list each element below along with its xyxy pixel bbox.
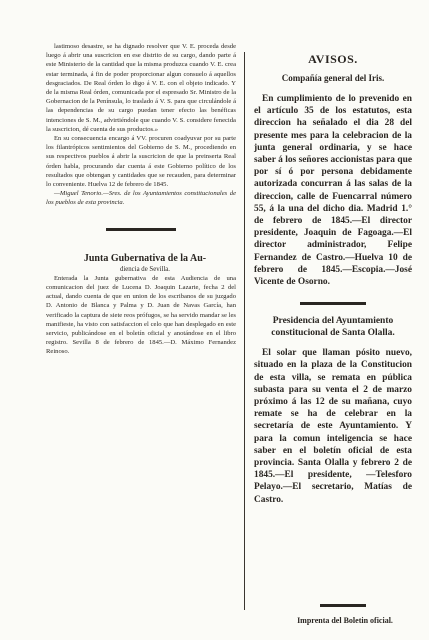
- left-column: [46, 42, 236, 357]
- avisos-heading: AVISOS.: [308, 52, 358, 66]
- column-divider: [244, 52, 245, 610]
- right-column: [254, 52, 412, 506]
- junta-subtitle: diencia de Sevilla.: [119, 265, 170, 273]
- junta-paragraph: Enterada la Junta gubernativa de esta Audiencia de una comunicacion del juez de Lucena D. Joaquin Lazarte, fecha 2 del actual, dando cuenta de que en union de los escribanos de su juzgado D. Antonio de Blanca y Palma y D. Juan de Navas García, han verificado la captura de siete reos prófugos, se ha servido mandar se les manifieste, ha visto con satisfaccion el celo que han desplegado en este servicio, publicándose en el boletín oficial y anotándose en el libro registro. Sevilla 8 de febrero de 1845.—D. Máximo Fernandez Reinoso.: [46, 274, 236, 356]
- santa-olalla-title: Presidencia del Ayuntamiento constitucional de Santa Olalla.: [271, 316, 395, 339]
- santa-olalla-notice: El solar que llaman pósito nuevo, situado en la plaza de la Constitucion de esta villa, se remata en pública subasta para su venta el 2 de marzo próximo á las 12 de su mañana, cuyo remate se ha de celebrar en la secretaría de este Ayuntamiento. Y para la comun inteligencia se hace saber en el boletín oficial de esta provincia. Santa Olalla y febrero 2 de 1845.—El presidente, —Telesforo Pelayo.—El secretario, Matías de Castro.: [254, 348, 412, 505]
- iris-notice: En cumplimiento de lo prevenido en el artículo 35 de los estatutos, esta direccion ha señalado el dia 28 del presente mes para la celebracion de la junta general ordinaria, y se hace saber á los señores accionistas para que por sí ó por persona debidamente autorizada concurran á las salas de la direccion, calle de Fuencarral número 55, á la una del dicho dia. Madrid 1.° de febrero de 1845.—El director presidente, Joaquin de Fagoaga.—El director administrador, Felipe Fernandez de Castro.—Huelva 10 de febrero de 1845.—Escopia.—José Vicente de Osorno.: [254, 94, 412, 288]
- left-paragraph-1: lastimoso desastre, se ha dignado resolver que V. E. proceda desde luego á abrir una suscricion en ese distrito de su cargo, dando parte á este Ministerio de la cantidad que la misma produzca cuando V. E. crea estar terminada, á fin de poder proporcionar algun consuelo á aquellos desgraciados. De Real órden lo digo á V. E. con el objeto indicado. Y de la misma Real órden, comunicada por el espresado Sr. Ministro de la Gobernacion de la Península, lo traslado á V. S. para que circulándole á las dependencias de su cargo puedan tener efecto las benéficas intenciones de S. M., advirtiéndole que cuando V. S. considere fenecida la suscricion, dé cuenta de sus productos.»: [46, 43, 236, 133]
- company-title: Compañía general del Iris.: [281, 73, 385, 83]
- left-signature: —Miguel Tenorio.—Sres. de los Ayuntamientos constitucionales de los pueblos de esta provincia.: [46, 190, 236, 207]
- footer-rule: [320, 604, 366, 607]
- junta-title: Junta Gubernativa de la Au-: [83, 252, 207, 264]
- left-paragraph-2: En su consecuencia encargo á VV. procuren coadyuvar por su parte los filantrópicos sentimientos del Gobierno de S. M., procediendo en sus respectivos pueblos á abrir la suscricion de que la preinserta Real órden habla, procurando dar cuenta á este Gobierno político de los resultados que obtengan y cantidades que se recauden, para determinar lo conveniente. Huelva 12 de febrero de 1845.: [46, 135, 236, 189]
- printer-footer: Imprenta del Boletin oficial.: [297, 616, 393, 625]
